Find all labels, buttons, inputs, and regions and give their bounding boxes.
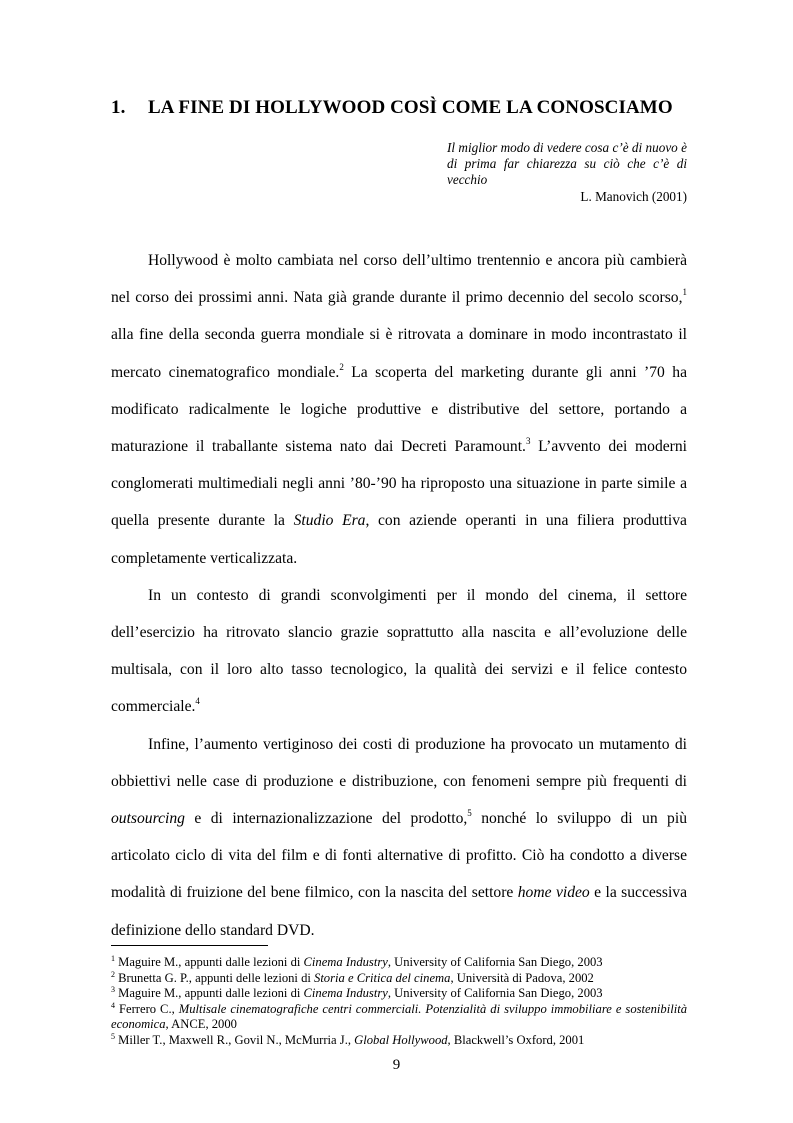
text-run: , con aziende operanti in una filiera produttiva completamente verticalizzata. [111, 512, 687, 567]
footnote-number: 4 [111, 1000, 115, 1010]
footnote-separator [111, 945, 268, 946]
italic-term: Cinema Industry [303, 955, 388, 969]
footnote-number: 2 [111, 969, 115, 979]
text-run: Blackwell’s Oxford, 2001 [450, 1032, 585, 1047]
chapter-number: 1. [111, 97, 126, 118]
italic-term: Multisale cinematografiche centri commerciali. Potenzialità di sviluppo immobiliare e sostenibilità economica, [111, 1001, 687, 1031]
footnote-number: 1 [111, 954, 115, 963]
text-run: In un contesto di grandi sconvolgimenti per il mondo del cinema, il settore dell’esercizio ha ritrovato slancio grazie soprattutto alla nascita e all’evoluzione delle multisala, con il loro alto tasso tecnologico, la qualità dei servizi e il felice contesto commerciale. [111, 586, 687, 716]
text-run: Brunetta G. P., appunti delle lezioni di [115, 970, 315, 985]
text-run: alla fine della seconda guerra mondiale si è ritrovata a dominare in modo incontrastato il mercato cinematografico mondiale. [111, 326, 687, 381]
text-run: Maguire M., appunti dalle lezioni di [115, 986, 304, 1000]
epigraph-quote: Il miglior modo di vedere cosa c’è di nuovo è di prima far chiarezza su ciò che c’è di vecchio [447, 140, 687, 187]
paragraph-1 [111, 242, 687, 577]
italic-term: Cinema Industry [303, 986, 388, 1000]
text-run: Maguire M., appunti dalle lezioni di [115, 955, 304, 969]
footnote-ref-2: 2 [339, 361, 344, 372]
italic-term: Global Hollywood, [354, 1032, 451, 1047]
body-text [111, 242, 687, 949]
italic-term: Studio Era [293, 512, 366, 530]
text-run: , Università di Padova, 2002 [450, 970, 594, 985]
footnote [111, 1033, 687, 1049]
text-run: , University of California San Diego, 2003 [387, 955, 603, 969]
text-run: nonché lo sviluppo di un più articolato ciclo di vita del film e di fonti alternative di profitto. Ciò ha condotto a diverse modalità di fruizione del bene filmico, con la nascita del settore [111, 810, 687, 902]
italic-term: home video [517, 884, 590, 902]
footnote-ref-3: 3 [525, 436, 531, 447]
footnote [111, 971, 687, 987]
italic-term: Storia e Critica del cinema [314, 970, 451, 985]
footnotes [111, 955, 687, 1048]
italic-term: outsourcing [111, 810, 185, 828]
footnote-ref-5: 5 [467, 808, 472, 819]
text-run: La scoperta del marketing durante gli anni ’70 ha modificato radicalmente le logiche produttive e distributive del settore, portando a maturazione il traballante sistema nato dai Decreti Paramount. [111, 363, 688, 456]
page-number: 9 [392, 1057, 401, 1073]
chapter-title: LA FINE DI HOLLYWOOD COSÌ COME LA CONOSCIAMO [148, 97, 673, 118]
text-run: , University of California San Diego, 2003 [387, 986, 603, 1000]
text-run: L’avvento dei moderni conglomerati multimediali negli anni ’80-’90 ha riproposto una situazione in parte simile a quella presente durante la [111, 438, 687, 530]
text-run: e la successiva definizione dello standard DVD. [111, 884, 687, 939]
text-run: Infine, l’aumento vertiginoso dei costi di produzione ha provocato un mutamento di obbiettivi nelle case di produzione e distribuzione, con fenomeni sempre più frequenti di [111, 735, 687, 790]
chapter-heading [111, 97, 711, 119]
text-run: e di internazionalizzazione del prodotto, [184, 810, 468, 828]
text-run: ANCE, 2000 [168, 1017, 237, 1031]
epigraph [447, 140, 687, 205]
text-run: Ferrero C., [115, 1001, 179, 1016]
footnote-ref-1: 1 [682, 287, 687, 298]
footnote-ref-4: 4 [195, 696, 200, 707]
epigraph-author: L. Manovich (2001) [580, 189, 687, 204]
footnote [111, 955, 687, 971]
text-run: Hollywood è molto cambiata nel corso dell’ultimo trentennio e ancora più cambierà nel corso dei prossimi anni. Nata già grande durante il primo decennio del secolo scorso, [111, 252, 687, 307]
footnote [111, 1002, 687, 1033]
footnote [111, 986, 687, 1002]
text-run: Miller T., Maxwell R., Govil N., McMurria J., [115, 1032, 355, 1047]
paragraph-3 [111, 726, 687, 949]
paragraph-2 [111, 577, 687, 726]
footnote-number: 3 [111, 985, 115, 994]
footnote-number: 5 [111, 1031, 115, 1041]
